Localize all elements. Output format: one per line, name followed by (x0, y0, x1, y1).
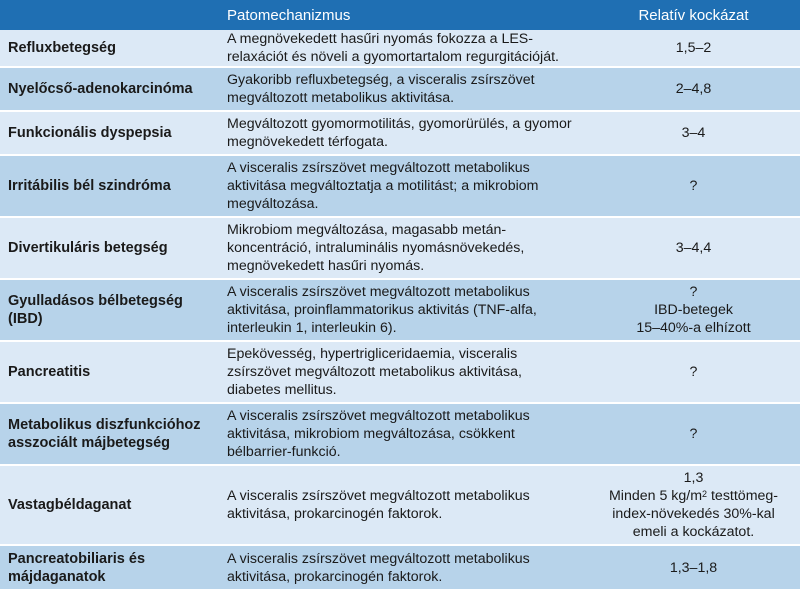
risk-value (587, 465, 800, 545)
table-row (0, 30, 800, 67)
risk-value: 3–4,4 (587, 217, 800, 279)
disease-name: Gyulladásos bélbetegség (IBD) (0, 279, 219, 341)
mechanism-text: A visceralis zsírszövet megváltozott metabolikus aktivitása, mikrobiom megváltozása, csökkent bélbarrier-funkció. (219, 403, 587, 465)
risk-line (595, 487, 792, 541)
disease-name: Vastagbéldaganat (0, 465, 219, 545)
table-row (0, 341, 800, 403)
table-row (0, 545, 800, 590)
header-mechanism: Patomechanizmus (227, 6, 351, 24)
header-row (0, 0, 800, 30)
table-row (0, 67, 800, 111)
risk-value: 2–4,8 (587, 67, 800, 111)
risk-value (587, 279, 800, 341)
table-row (0, 155, 800, 217)
table-row (0, 217, 800, 279)
disease-name: Funkcionális dyspepsia (0, 111, 219, 155)
table-row (0, 111, 800, 155)
disease-name: Nyelőcső-adenokarcinóma (0, 67, 219, 111)
mechanism-text: A visceralis zsírszövet megváltozott metabolikus aktivitása, prokarcinogén faktorok. (219, 465, 587, 545)
header-relative-risk: Relatív kockázat (638, 6, 749, 24)
table-row (0, 403, 800, 465)
risk-line: 15–40%-a elhízott (636, 320, 751, 336)
risk-text: Minden 5 kg/m (608, 488, 703, 504)
header-disease (0, 0, 219, 30)
mechanism-text: Gyakoribb refluxbetegség, a visceralis zsírszövet megváltozott metabolikus aktivitása. (219, 67, 587, 111)
risk-value: 3–4 (587, 111, 800, 155)
risk-value: ? (587, 341, 800, 403)
table-row (0, 465, 800, 545)
mechanism-text: Megváltozott gyomormotilitás, gyomorürülés, a gyomor megnövekedett térfogata. (219, 111, 587, 155)
mechanism-text: A megnövekedett hasűri nyomás fokozza a LES-relaxációt és növeli a gyomortartalom regurgitációját. (219, 30, 587, 67)
mechanism-text: Mikrobiom megváltozása, magasabb metán-koncentráció, intraluminális nyomásnövekedés, megnövekedett hasűri nyomás. (219, 217, 587, 279)
risk-value: ? (587, 155, 800, 217)
risk-value: 1,3–1,8 (587, 545, 800, 590)
mechanism-text: Epekövesség, hypertrigliceridaemia, visceralis zsírszövet megváltozott metabolikus aktivitása, diabetes mellitus. (219, 341, 587, 403)
risk-line: IBD-betegek (654, 302, 733, 318)
mechanism-text: A visceralis zsírszövet megváltozott metabolikus aktivitása, prokarcinogén faktorok. (219, 545, 587, 590)
risk-line: 1,3 (683, 470, 704, 486)
mechanism-text: A visceralis zsírszövet megváltozott metabolikus aktivitása megváltoztatja a motilitást; a mikrobiom megváltozása. (219, 155, 587, 217)
risk-superscript: 2 (702, 489, 708, 499)
disease-name: Pancreatitis (0, 341, 219, 403)
mechanism-text: A visceralis zsírszövet megváltozott metabolikus aktivitása, proinflammatorikus aktivitás (TNF-alfa, interleukin 1, interleukin 6). (219, 279, 587, 341)
risk-value: 1,5–2 (587, 30, 800, 67)
risk-line: ? (689, 284, 698, 300)
disease-name: Irritábilis bél szindróma (0, 155, 219, 217)
table-row (0, 279, 800, 341)
disease-name: Divertikuláris betegség (0, 217, 219, 279)
disease-name: Refluxbetegség (0, 30, 219, 67)
risk-text: testtömeg-index-növekedés 30%-kal emeli a kockázatot. (612, 488, 779, 540)
disease-name: Metabolikus diszfunkcióhoz asszociált májbetegség (0, 403, 219, 465)
risk-value: ? (587, 403, 800, 465)
disease-name: Pancreatobiliaris és májdaganatok (0, 545, 219, 590)
